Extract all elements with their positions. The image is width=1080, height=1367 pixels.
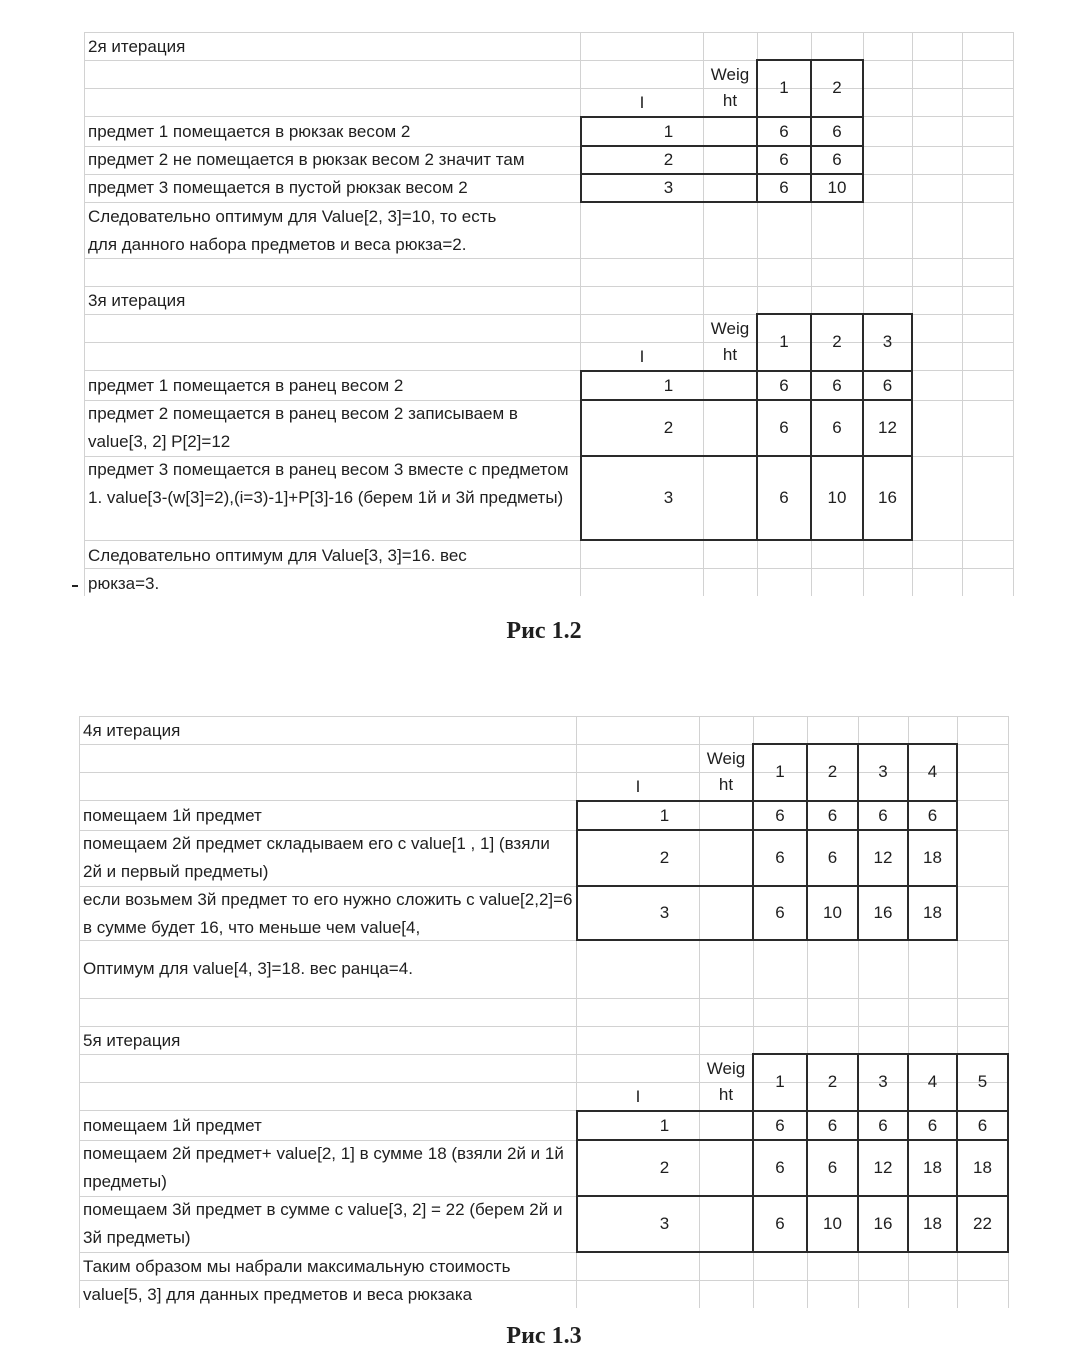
i-header: I <box>635 1087 641 1106</box>
weight-col-2: 2 <box>827 762 838 781</box>
i-header: I <box>639 347 645 366</box>
value-cell: 16 <box>873 903 893 922</box>
value-cell: 6 <box>882 375 893 395</box>
value-cell: 16 <box>873 1214 893 1233</box>
weight-col-3: 3 <box>878 762 888 781</box>
row-1-index: 1 <box>663 375 674 395</box>
value-cell: 18 <box>923 903 942 922</box>
row-2-index: 2 <box>659 1158 670 1177</box>
value-cell: 22 <box>973 1214 992 1233</box>
row-3-text: предмет 3 помещается в пустой рюкзак весом 2 <box>88 178 468 197</box>
weight-col-5: 5 <box>977 1072 988 1091</box>
row-3-index: 3 <box>659 1214 670 1233</box>
value-cell: 12 <box>878 418 897 437</box>
value-cell: 18 <box>923 1214 942 1233</box>
i-header: I <box>635 777 641 796</box>
value-cell: 6 <box>775 848 785 867</box>
row-3-text: если возьмем 3й предмет то его нужно сложить с value[2,2]=6 в сумме будет 16, что меньше чем value[4, <box>83 890 573 937</box>
value-cell: 10 <box>823 903 842 922</box>
row-1-text: помещаем 1й предмет <box>83 806 262 825</box>
row-1-text: помещаем 1й предмет <box>83 1116 262 1135</box>
row-2-text: предмет 2 не помещается в рюкзак весом 2 значит там <box>88 150 525 169</box>
conclusion: Следовательно оптимум для Value[2, 3]=10, то есть <box>88 207 497 226</box>
conclusion: для данного набора предметов и веса рюкза=2. <box>88 235 467 254</box>
row-3-text: предмет 3 помещается в ранец весом 3 вместе с предметом 1. value[3-(w[3]=2),(i=3)-1]+P[3]-16 (берем 1й и 3й предметы) <box>88 460 569 507</box>
iteration-title: 5я итерация <box>83 1031 181 1050</box>
figure-caption: Рис 1.3 <box>506 1323 582 1349</box>
value-cell: 6 <box>827 1158 838 1177</box>
conclusion: Таким образом мы набрали максимальную стоимость <box>83 1257 511 1276</box>
weight-col-4: 4 <box>927 762 938 781</box>
value-cell: 6 <box>775 1214 785 1233</box>
value-cell: 6 <box>977 1115 988 1135</box>
value-cell: 6 <box>927 1115 938 1135</box>
row-3-index: 3 <box>663 178 674 197</box>
value-cell: 12 <box>873 1158 893 1177</box>
weight-header: Weig ht <box>710 319 750 364</box>
value-cell: 6 <box>779 418 789 437</box>
weight-col-1: 1 <box>779 332 789 351</box>
value-cell: 18 <box>973 1158 992 1177</box>
weight-col-3: 3 <box>882 332 893 351</box>
row-1-index: 1 <box>663 121 674 141</box>
conclusion: Следовательно оптимум для Value[3, 3]=16. вес <box>88 546 467 565</box>
conclusion: Оптимум для value[4, 3]=18. вес ранца=4. <box>83 959 413 978</box>
iteration-title: 2я итерация <box>88 37 186 56</box>
value-cell: 6 <box>827 805 838 825</box>
value-cell: 6 <box>832 150 842 169</box>
row-2-text: помещаем 2й предмет складываем его с value[1 , 1] (взяли 2й и первый предметы) <box>83 834 550 881</box>
conclusion: рюкза=3. <box>88 574 160 593</box>
value-cell: 10 <box>827 488 847 507</box>
dash-mark <box>72 585 78 587</box>
weight-col-2: 2 <box>832 332 842 351</box>
conclusion: value[5, 3] для данных предметов и веса рюкзака <box>83 1285 473 1304</box>
value-cell: 6 <box>779 121 789 141</box>
row-1-index: 1 <box>659 1115 670 1135</box>
row-1-text: предмет 1 помещается в ранец весом 2 <box>88 376 404 395</box>
row-1-text: предмет 1 помещается в рюкзак весом 2 <box>88 122 411 141</box>
iteration-title: 4я итерация <box>83 721 181 740</box>
value-cell: 6 <box>779 150 789 169</box>
row-3-index: 3 <box>659 903 670 922</box>
value-cell: 6 <box>775 805 785 825</box>
value-cell: 6 <box>827 1115 838 1135</box>
row-2-text: предмет 2 помещается в ранец весом 2 записываем в value[3, 2] P[2]=12 <box>88 404 518 451</box>
value-cell: 18 <box>923 848 942 867</box>
weight-header: Weig ht <box>706 1059 746 1104</box>
weight-header: Weig ht <box>706 749 746 794</box>
iteration-title: 3я итерация <box>88 291 186 310</box>
value-cell: 12 <box>873 848 893 867</box>
value-cell: 6 <box>832 418 842 437</box>
weight-col-2: 2 <box>827 1072 838 1091</box>
value-cell: 6 <box>779 375 789 395</box>
row-3-text: помещаем 3й предмет в сумме с value[3, 2] = 22 (берем 2й и 3й предметы) <box>83 1200 563 1247</box>
weight-col-3: 3 <box>878 1072 888 1091</box>
value-cell: 6 <box>878 805 888 825</box>
value-cell: 6 <box>775 1158 785 1177</box>
value-cell: 16 <box>878 488 897 507</box>
value-cell: 6 <box>927 805 938 825</box>
weight-col-1: 1 <box>775 762 785 781</box>
value-cell: 6 <box>878 1115 888 1135</box>
weight-col-2: 2 <box>832 78 842 97</box>
value-cell: 6 <box>775 903 785 922</box>
row-2-index: 2 <box>659 848 670 867</box>
figure-caption: Рис 1.2 <box>506 618 582 644</box>
weight-header: Weig ht <box>710 65 750 110</box>
value-cell: 6 <box>832 121 842 141</box>
value-cell: 6 <box>779 178 789 197</box>
row-1-index: 1 <box>659 805 670 825</box>
weight-col-4: 4 <box>927 1072 938 1091</box>
value-cell: 10 <box>827 178 847 197</box>
row-2-index: 2 <box>663 418 674 437</box>
i-header: I <box>639 93 645 112</box>
weight-col-1: 1 <box>779 78 789 97</box>
value-cell: 10 <box>823 1214 842 1233</box>
weight-col-1: 1 <box>775 1072 785 1091</box>
row-2-text: помещаем 2й предмет+ value[2, 1] в сумме 18 (взяли 2й и 1й предметы) <box>83 1144 564 1191</box>
value-cell: 6 <box>832 375 842 395</box>
row-2-index: 2 <box>663 150 674 169</box>
value-cell: 6 <box>775 1115 785 1135</box>
value-cell: 18 <box>923 1158 942 1177</box>
value-cell: 6 <box>779 488 789 507</box>
value-cell: 6 <box>827 848 838 867</box>
row-3-index: 3 <box>663 488 674 507</box>
